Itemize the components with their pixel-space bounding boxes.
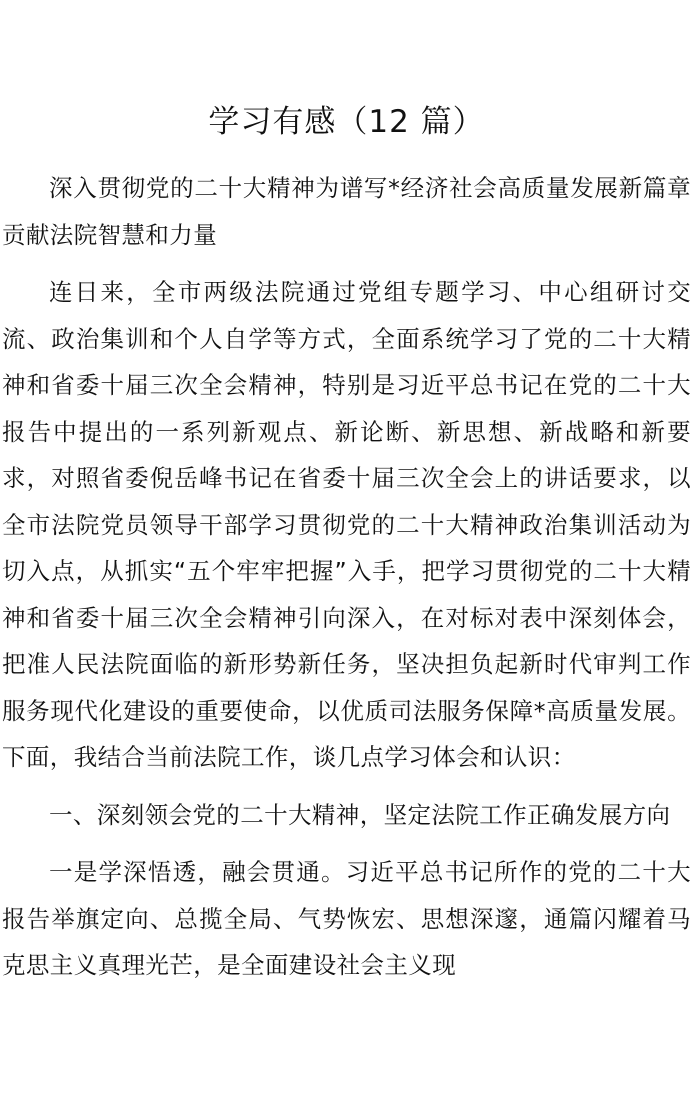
paragraph-subtitle: 深入贯彻党的二十大精神为谱写*经济社会高质量发展新篇章贡献法院智慧和力量 (2, 174, 691, 249)
paragraph-intro: 连日来，全市两级法院通过党组专题学习、中心组研讨交流、政治集训和个人自学等方式，全面系统学习了党的二十大精神和省委十届三次全会精神，特别是习近平总书记在党的二十大报告中提出的一系列新观点、新论断、新思想、新战略和新要求，对照省委倪岳峰书记在省委十届三次全会上的讲话要求，以全市法院党员领导干部学习贯彻党的二十大精神政治集训活动为切入点，从抓实“五个牢牢把握”入手，把学习贯彻党的二十大精神和省委十届三次全会精神引向深入，在对标对表中深刻体会，把准人民法院面临的新形势新任务，坚决担负起新时代审判工作服务现代化建设的重要使命，以优质司法服务保障*高质量发展。下面，我结合当前法院工作，谈几点学习体会和认识： (2, 278, 691, 771)
section-heading: 一、深刻领会党的二十大精神，坚定法院工作正确发展方向 (49, 800, 671, 829)
paragraph-point-one: 一是学深悟透，融会贯通。习近平总书记所作的党的二十大报告举旗定向、总揽全局、气势恢宏、思想深邃，通篇闪耀着马克思主义真理光芒，是全面建设社会主义现 (2, 858, 691, 979)
document-title: 学习有感（12 篇） (208, 104, 485, 140)
document-body (2, 165, 691, 989)
